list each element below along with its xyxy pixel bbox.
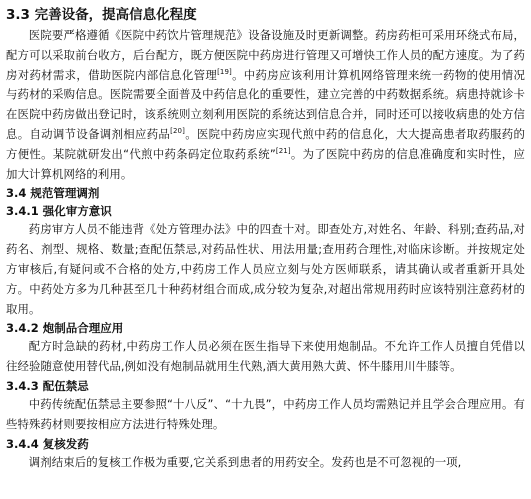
section-3-4-1-paragraph: 药房审方人员不能违背《处方管理办法》中的四查十对。即查处方,对姓名、年龄、科别;查药品,对药名、剂型、规格、数量;查配伍禁忌,对药品性状、用法用量;查用药合理性,对临床诊断。并按规定处方审核后,有疑问或不合格的处方,中药房工作人员应立刻与处方医师联系，请其确认或者重新开具处方。中药处方多为几种甚至几十种药材组合而成,成分较为复杂,对超出常规用药时应该特别注意药材的取用。: [6, 222, 525, 316]
section-3-4-2-paragraph: 配方时急缺的药材,中药房工作人员必须在医生指导下来使用炮制品。不允许工作人员擅自凭借以往经验随意使用替代品,例如没有炮制品就用生代熟,酒大黄用熟大黄、怀牛膝用川牛膝等。: [6, 339, 525, 374]
section-3-3-paragraph: [6, 26, 525, 184]
section-heading-3-4: 3.4 规范管理调剂: [6, 186, 100, 201]
section-3-4-4-paragraph: 调剂结束后的复核工作极为重要,它关系到患者的用药安全。发药也是不可忽视的一项,: [28, 454, 462, 469]
paragraph-text: 。医院中药房应实现代煎中药的信息化，大大提高患者取药服药的方便性。某院就研发出“代煎中药条码定位取药系统”: [6, 126, 526, 161]
section-heading-3-3: 3.3 完善设备，提高信息化程度: [6, 7, 197, 23]
paragraph-text: 。为了医院中药房的信息准确度和实时性，应加大计算机网络的利用。: [6, 146, 525, 181]
citation-21: [21]: [275, 146, 291, 155]
paragraph-text: 医院要严格遵循《医院中药饮片管理规范》设备设施及时更新调整。药房药柜可采用环绕式布局，配方可以采取前台收方，后台配方，既方便医院中药房进行管理又可增快工作人员的配方速度。为了药房对药材需求，借助医院内部信息化管理: [6, 28, 525, 82]
section-heading-3-4-1: 3.4.1 强化审方意识: [6, 204, 112, 219]
section-heading-3-4-3: 3.4.3 配伍禁忌: [6, 378, 89, 393]
citation-19: [19]: [217, 67, 232, 76]
section-heading-3-4-4: 3.4.4 复核发药: [6, 436, 89, 451]
paragraph-text: 。中药房应该利用计算机网络管理来统一药物的使用情况与药材的采购信息。医院需要全面普及中药信息化的重要性，建立完善的中药数据系统。病患持就诊卡在医院中药房做出登记时，该系统则立刻利用医院的系统达到信息合并，同时还可以接收病患的处方信息。自动调节设备调剂相应药品: [6, 67, 525, 141]
section-3-4-3-paragraph: 中药传统配伍禁忌主要参照“十八反”、“十九畏”，中药房工作人员均需熟记并且学会合理应用。有些特殊药材则要按相应方法进行特殊处理。: [6, 396, 525, 431]
citation-20: [20]: [170, 127, 185, 136]
section-heading-3-4-2: 3.4.2 炮制品合理应用: [6, 321, 124, 336]
